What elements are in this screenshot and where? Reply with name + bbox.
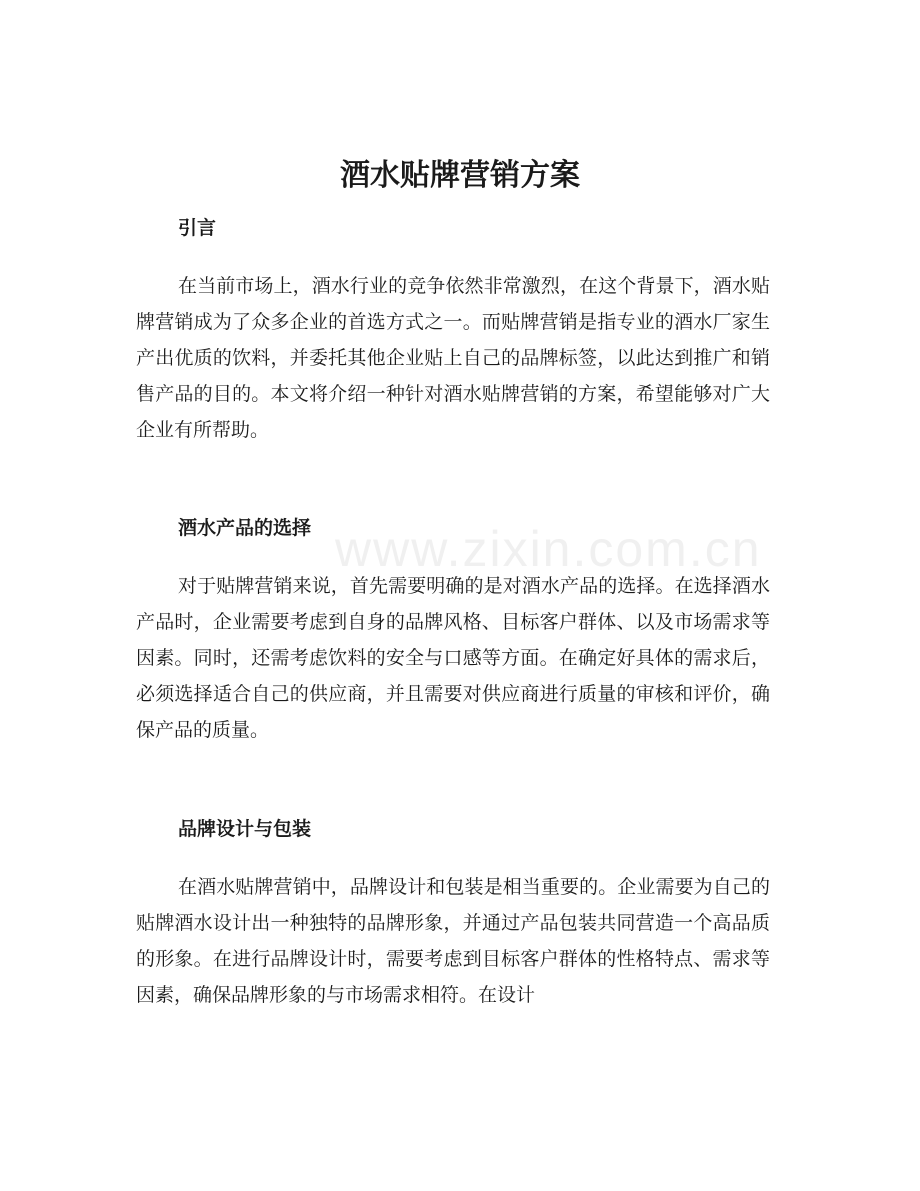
section-heading-introduction: 引言 bbox=[178, 217, 217, 239]
section-paragraph-brand-design: 在酒水贴牌营销中，品牌设计和包装是相当重要的。企业需要为自己的贴牌酒水设计出一种独特的品牌形象，并通过产品包装共同营造一个高品质的形象。在进行品牌设计时，需要考虑到目标客户群体的性格特点、需求等因素，确保品牌形象的与市场需求相符。在设计 bbox=[136, 876, 770, 1006]
section-paragraph-product-selection: 对于贴牌营销来说，首先需要明确的是对酒水产品的选择。在选择酒水产品时，企业需要考虑到自身的品牌风格、目标客户群体、以及市场需求等因素。同时，还需考虑饮料的安全与口感等方面。在确定好具体的需求后，必须选择适合自己的供应商，并且需要对供应商进行质量的审核和评价，确保产品的质量。 bbox=[136, 575, 770, 741]
section-heading-product-selection: 酒水产品的选择 bbox=[178, 517, 312, 539]
watermark: www.zixin.com.cn bbox=[335, 521, 762, 577]
section-heading-brand-design: 品牌设计与包装 bbox=[178, 818, 312, 840]
section-paragraph-introduction: 在当前市场上，酒水行业的竞争依然非常激烈，在这个背景下，酒水贴牌营销成为了众多企业的首选方式之一。而贴牌营销是指专业的酒水厂家生产出优质的饮料，并委托其他企业贴上自己的品牌标签，以此达到推广和销售产品的目的。本文将介绍一种针对酒水贴牌营销的方案，希望能够对广大企业有所帮助。 bbox=[136, 275, 770, 441]
document-title: 酒水贴牌营销方案 bbox=[340, 158, 580, 193]
